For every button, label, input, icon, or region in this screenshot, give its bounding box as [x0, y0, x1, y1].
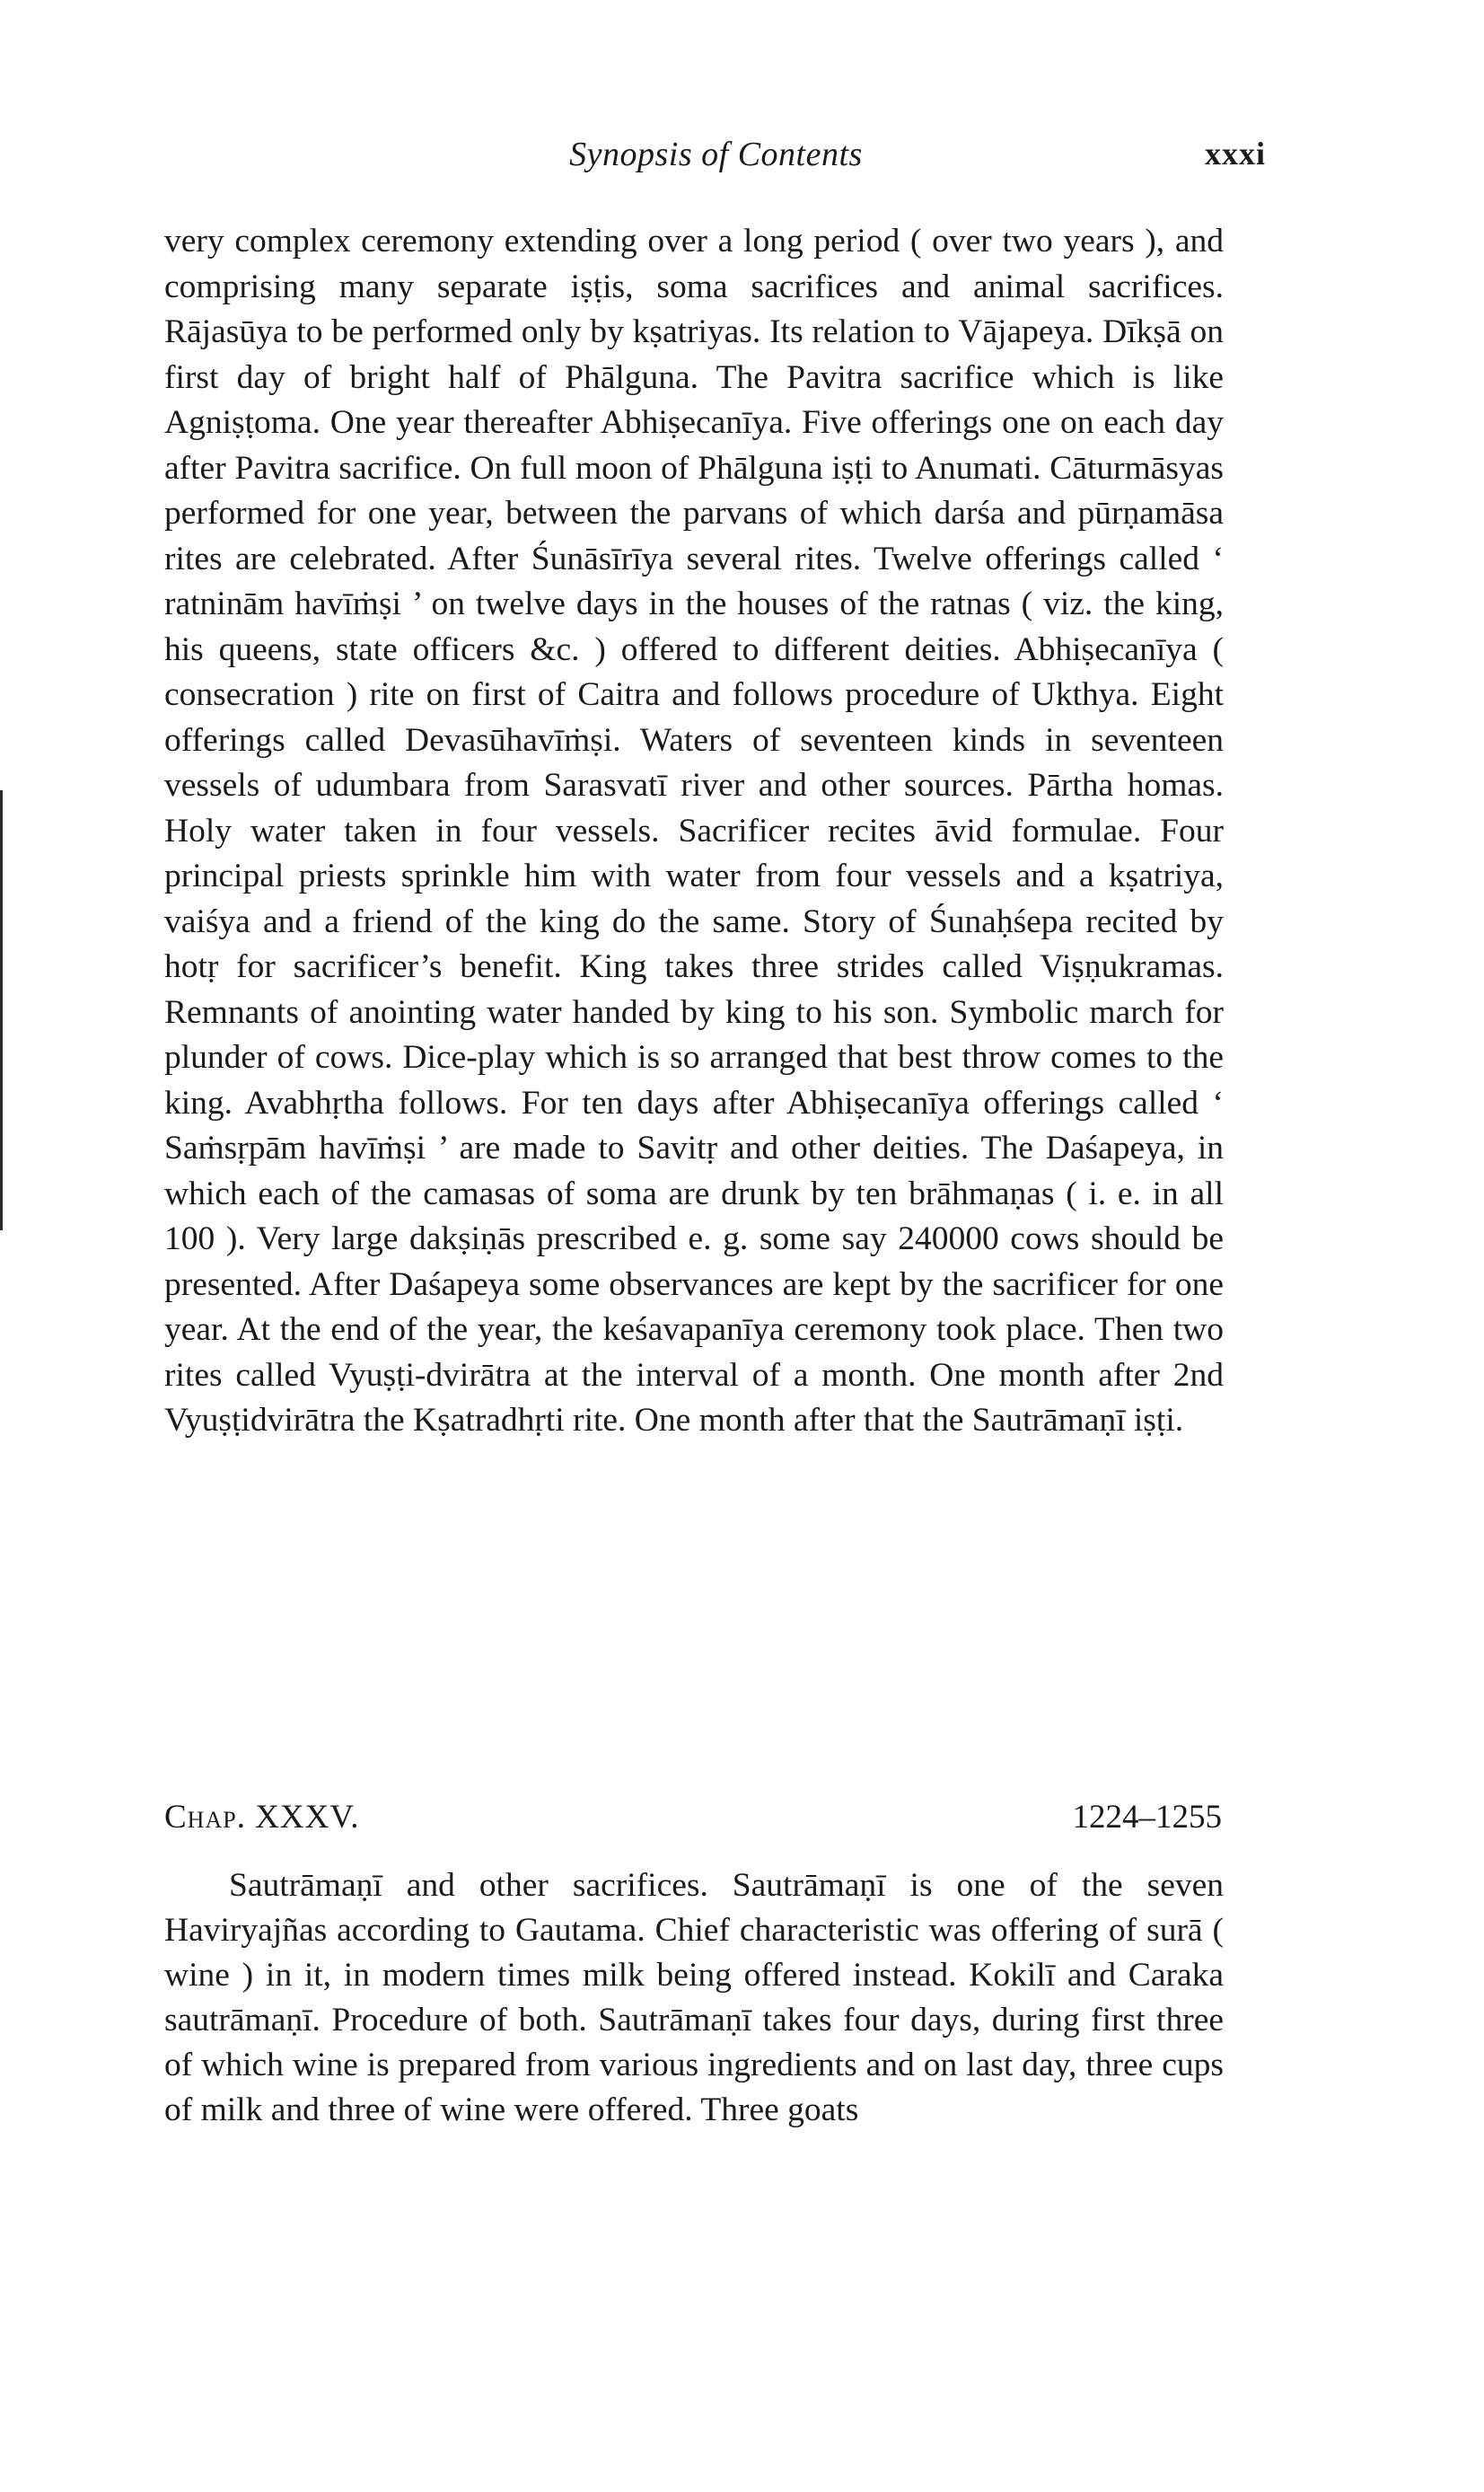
margin-rule	[0, 790, 3, 1230]
running-title: Synopsis of Contents	[569, 136, 863, 173]
chapter-paragraph	[164, 1863, 1224, 2133]
page-number: xxxi	[1204, 136, 1266, 172]
chapter-heading	[164, 1798, 1222, 1845]
chapter-paragraph-text: Sautrāmaṇī and other sacrifices. Sautrāmaṇī is one of the seven Haviryajñas according to Gautama. Chief characteristic was offering of surā ( wine ) in it, in modern times milk being offered instead. Kokilī and Caraka sautrāmaṇī. Procedure of both. Sautrāmaṇī takes four days, during first three of which wine is prepared from various ingredients and on last day, three cups of milk and three of wine were offered. Three goats	[164, 1867, 1224, 2128]
running-header	[166, 135, 1266, 180]
chapter-page-range: 1224–1255	[1072, 1799, 1222, 1836]
continuation-paragraph-text: very complex ceremony extending over a long period ( over two years ), and comprising many separate iṣṭis, soma sacrifices and animal sacrifices. Rājasūya to be performed only by kṣatriyas. Its relation to Vājapeya. Dīkṣā on first day of bright half of Phālguna. The Pavitra sacrifice which is like Agniṣṭoma. One year thereafter Abhiṣecanīya. Five offerings one on each day after Pavitra sacrifice. On full moon of Phālguna iṣṭi to Anumati. Cāturmāsyas performed for one year, between the parvans of which darśa and pūrṇamāsa rites are celebrated. After Śunāsīrīya several rites. Twelve offerings called ‘ ratninām havīṁṣi ’ on twelve days in the houses of the ratnas ( viz. the king, his queens, state officers &c. ) offered to different deities. Abhiṣecanīya ( consecration ) rite on first of Caitra and follows procedure of Ukthya. Eight offerings called Devasūhavīṁṣi. Waters of seventeen kinds in seventeen vessels of udumbara from Sarasvatī river and other sources. Pārtha homas. Holy water taken in four vessels. Sacrificer recites āvid formulae. Four principal priests sprinkle him with water from four vessels and a kṣatriya, vaiśya and a friend of the king do the same. Story of Śunaḥśepa recited by hotṛ for sacrificer’s benefit. King takes three strides called Viṣṇukramas. Remnants of anointing water handed by king to his son. Symbolic march for plunder of cows. Dice-play which is so arranged that best throw comes to the king. Avabhṛtha follows. For ten days after Abhiṣecanīya offerings called ‘ Saṁsṛpām havīṁṣi ’ are made to Savitṛ and other deities. The Daśapeya, in which each of the camasas of soma are drunk by ten brāhmaṇas ( i. e. in all 100 ). Very large dakṣiṇās prescribed e. g. some say 240000 cows should be presented. After Daśapeya some observances are kept by the sacrificer for one year. At the end of the year, the keśavapanīya ceremony took place. Then two rites called Vyuṣṭi-dvirātra at the interval of a month. One month after 2nd Vyuṣṭidvirātra the Kṣatradhṛti rite. One month after that the Sautrāmaṇī iṣṭi.	[164, 223, 1224, 1439]
continuation-paragraph	[164, 219, 1224, 1444]
chapter-label: Chap. XXXV.	[164, 1799, 360, 1836]
